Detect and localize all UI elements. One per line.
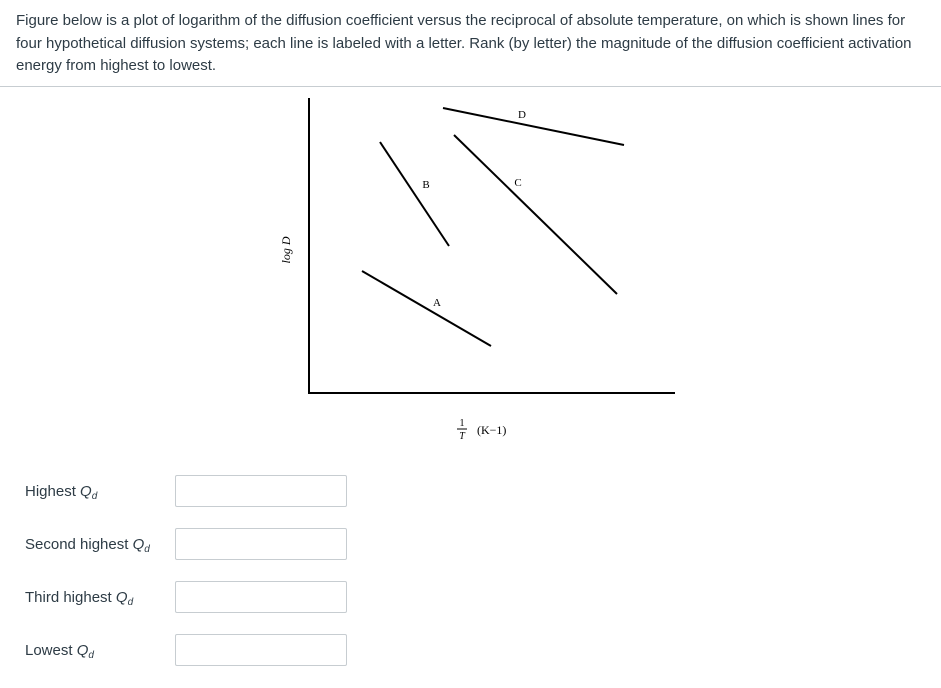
- line-c: [454, 135, 617, 294]
- answer-label: Lowest $Q_d$: [25, 642, 94, 661]
- second-highest-qd-input[interactable]: [175, 528, 347, 560]
- line-b: [380, 142, 449, 246]
- line-label-c: C: [514, 177, 522, 189]
- answer-label: Highest $Q_d$: [25, 483, 98, 502]
- x-axis-denominator: T: [459, 431, 465, 442]
- x-axis-numerator: 1: [459, 418, 465, 429]
- answer-label: Second highest $Q_d$: [25, 536, 150, 555]
- line-d: [443, 108, 624, 145]
- x-axis-unit: (K−1): [477, 423, 507, 437]
- third-highest-qd-input[interactable]: [175, 581, 347, 613]
- question-text: Figure below is a plot of logarithm of the diffusion coefficient versus the reciprocal of absolute temperature, on which is shown lines for four hypothetical diffusion systems; each line is labeled with a letter. Rank (by letter) the magnitude of the diffusion coefficient activation energy from highest to lowest.: [16, 12, 912, 74]
- answer-row-lowest: [25, 634, 355, 668]
- answer-row-second: [25, 528, 355, 562]
- line-a: [362, 271, 491, 346]
- line-label-b: B: [422, 179, 430, 191]
- answer-row-third: [25, 581, 355, 615]
- lowest-qd-input[interactable]: [175, 634, 347, 666]
- y-axis-label: log D: [279, 236, 293, 264]
- answer-label: Third highest $Q_d$: [25, 589, 134, 608]
- highest-qd-input[interactable]: [175, 475, 347, 507]
- answer-row-highest: [25, 475, 355, 509]
- line-label-d: D: [518, 109, 526, 121]
- line-label-a: A: [433, 297, 441, 309]
